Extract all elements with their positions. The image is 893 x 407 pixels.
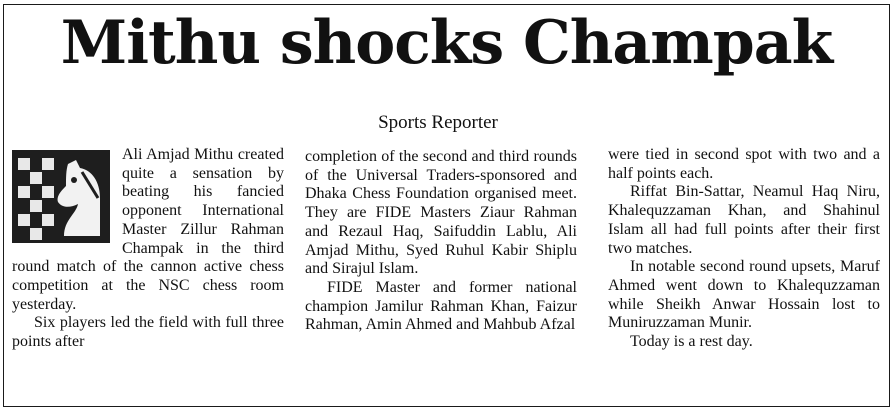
paragraph: Riffat Bin-Sattar, Neamul Haq Niru, Khalequzzaman Khan, and Shahinul Islam all had full points after their first two matches. (608, 183, 880, 257)
byline: Sports Reporter (378, 112, 498, 133)
column-1 (12, 146, 284, 352)
column-3 (608, 146, 880, 352)
paragraph: FIDE Master and former national champion Jamilur Rahman Khan, Faizur Rahman, Amin Ahmed and Mahbub Afzal (305, 278, 577, 334)
chess-knight-icon (12, 150, 110, 243)
paragraph: completion of the second and third rounds of the Universal Traders-sponsored and Dhaka Chess Foundation organised meet. They are FIDE Masters Ziaur Rahman and Rezaul Haq, Saifuddin Lablu, Ali Amjad Mithu, Syed Ruhul Kabir Shiplu and Sirajul Islam. (305, 148, 577, 278)
paragraph: Six players led the field with full three points after (12, 314, 284, 351)
paragraph: In notable second round upsets, Maruf Ahmed went down to Khalequzzaman while Sheikh Anwar Hossain lost to Muniruzzaman Munir. (608, 258, 880, 332)
paragraph: were tied in second spot with two and a half points each. (608, 146, 880, 182)
column-2 (305, 148, 577, 335)
paragraph: Ali Amjad Mithu created quite a sensation by beating his fancied opponent International Master Zillur Rahman Champak in the third round match of the cannon active chess competition at the NSC chess room yesterday. (12, 146, 284, 313)
headline: Mithu shocks Champak (60, 8, 833, 78)
paragraph: Today is a rest day. (630, 333, 753, 351)
